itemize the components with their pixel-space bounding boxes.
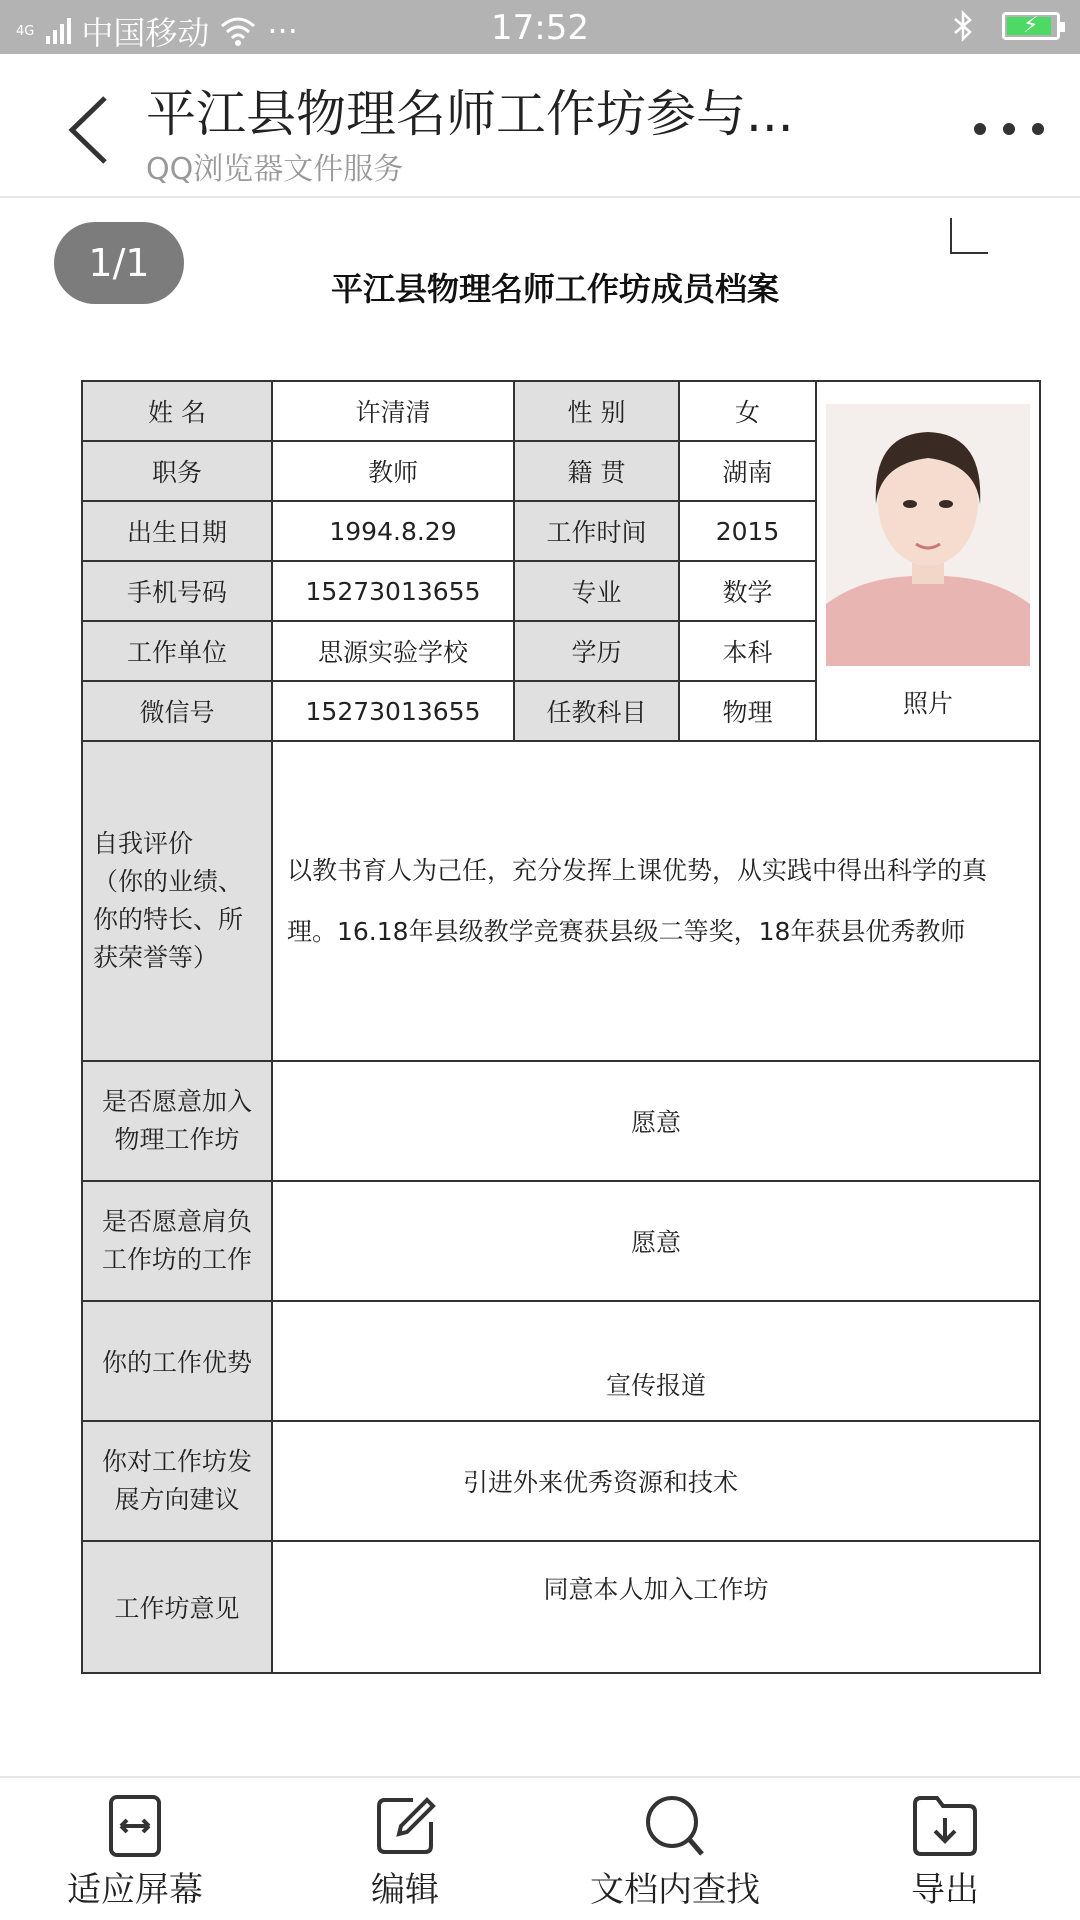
value-cell: 思源实验学校 — [272, 621, 514, 681]
clock: 17:52 — [491, 8, 589, 48]
edit-label: 编辑 — [371, 1870, 439, 1910]
label-cell: 姓 名 — [82, 381, 272, 441]
export-button[interactable] — [880, 1794, 1010, 1914]
label-cell: 微信号 — [82, 681, 272, 741]
label-cell: 手机号码 — [82, 561, 272, 621]
value-cell: 1994.8.29 — [272, 501, 514, 561]
value-cell: 愿意 — [272, 1181, 1040, 1301]
value-cell: 15273013655 — [272, 561, 514, 621]
value-cell: 教师 — [272, 441, 514, 501]
value-cell: 许清清 — [272, 381, 514, 441]
page-subtitle: QQ浏览器文件服务 — [146, 152, 404, 187]
bottom-toolbar — [0, 1776, 1080, 1920]
value-cell: 2015 — [679, 501, 816, 561]
edit-icon — [373, 1794, 437, 1858]
label-cell: 工作单位 — [82, 621, 272, 681]
photo-caption: 照片 — [902, 689, 953, 718]
fit-screen-button[interactable] — [40, 1794, 230, 1914]
member-profile-table — [81, 380, 1041, 1674]
label-cell: 出生日期 — [82, 501, 272, 561]
value-cell: 引进外来优秀资源和技术 — [272, 1421, 1040, 1541]
value-cell: 湖南 — [679, 441, 816, 501]
dot-icon — [1003, 123, 1015, 135]
label-cell: 是否愿意肩负 工作坊的工作 — [82, 1181, 272, 1301]
label-cell: 是否愿意加入 物理工作坊 — [82, 1061, 272, 1181]
value-cell: 宣传报道 — [272, 1301, 1040, 1421]
page-indicator: 1/1 — [54, 222, 184, 304]
self-evaluation-text: 以教书育人为己任，充分发挥上课优势，从实践中得出科学的真理。16.18年县级教学竞赛获县级二等奖，18年获县优秀教师 — [272, 741, 1040, 1061]
network-type: 4G — [16, 23, 35, 39]
member-photo — [826, 404, 1030, 666]
label-cell: 职务 — [82, 441, 272, 501]
find-in-document-label: 文档内查找 — [590, 1870, 760, 1910]
table-row — [82, 1421, 1040, 1541]
table-row — [82, 381, 1040, 441]
value-cell: 数学 — [679, 561, 816, 621]
battery-icon: ⚡ — [1002, 12, 1060, 40]
value-cell: 物理 — [679, 681, 816, 741]
label-cell: 工作时间 — [514, 501, 679, 561]
document-view[interactable] — [0, 200, 1080, 1776]
back-button[interactable] — [60, 90, 120, 170]
page-title: 平江县物理名师工作坊参与... — [146, 85, 794, 143]
export-folder-icon — [911, 1794, 979, 1858]
value-cell: 15273013655 — [272, 681, 514, 741]
export-label: 导出 — [911, 1870, 979, 1910]
carrier-name: 中国移动 — [81, 14, 210, 52]
fit-screen-label: 适应屏幕 — [67, 1870, 203, 1910]
table-row — [82, 1061, 1040, 1181]
bluetooth-icon — [952, 10, 974, 42]
dot-icon — [1032, 123, 1044, 135]
table-row — [82, 1541, 1040, 1673]
dot-icon — [974, 123, 986, 135]
label-cell: 你对工作坊发 展方向建议 — [82, 1421, 272, 1541]
label-cell: 自我评价 （你的业绩、 你的特长、所 获荣誉等） — [82, 741, 272, 1061]
portrait-image — [826, 404, 1030, 666]
photo-cell — [816, 381, 1040, 741]
label-cell: 性 别 — [514, 381, 679, 441]
value-cell: 同意本人加入工作坊 — [272, 1541, 1040, 1673]
label-cell: 籍 贯 — [514, 441, 679, 501]
label-cell: 任教科目 — [514, 681, 679, 741]
value-cell: 本科 — [679, 621, 816, 681]
table-row — [82, 741, 1040, 1061]
status-bar — [0, 0, 1080, 54]
find-in-document-button[interactable] — [575, 1794, 775, 1914]
edit-button[interactable] — [330, 1794, 480, 1914]
label-cell: 工作坊意见 — [82, 1541, 272, 1673]
crop-mark — [950, 218, 988, 254]
table-row — [82, 1181, 1040, 1301]
label-cell: 学历 — [514, 621, 679, 681]
more-notifications: ··· — [267, 12, 298, 50]
table-row — [82, 1301, 1040, 1421]
label-cell: 专业 — [514, 561, 679, 621]
fit-screen-icon — [105, 1794, 165, 1858]
search-icon — [642, 1794, 708, 1858]
document-title: 平江县物理名师工作坊成员档案 — [330, 270, 779, 308]
value-cell: 女 — [679, 381, 816, 441]
more-options-button[interactable] — [974, 114, 1044, 144]
label-cell: 你的工作优势 — [82, 1301, 272, 1421]
title-bar — [0, 54, 1080, 198]
value-cell: 愿意 — [272, 1061, 1040, 1181]
chevron-left-icon — [60, 90, 120, 170]
